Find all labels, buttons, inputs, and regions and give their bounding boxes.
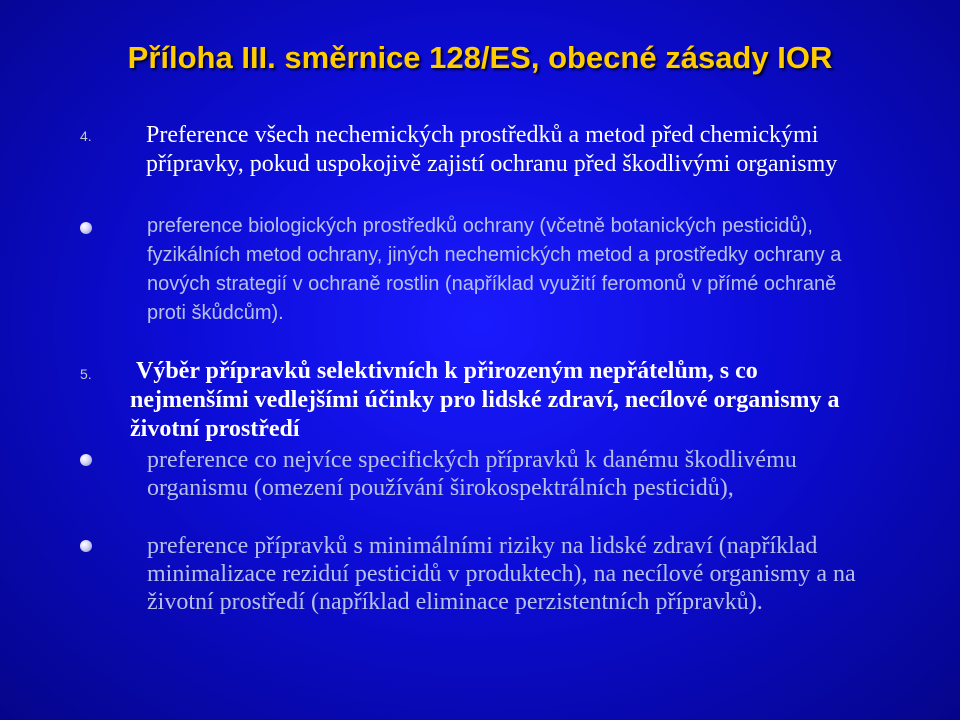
- section-5-bullet-2-text: preference přípravků s minimálními riziky na lidské zdraví (například minimalizace reziduí pesticidů v produktech), na necílové organismy a na životní prostředí (například eliminace perzistentních přípravků).: [147, 533, 856, 615]
- slide-title: Příloha III. směrnice 128/ES, obecné zásady IOR: [127, 40, 833, 75]
- bullet-icon: [80, 540, 92, 552]
- section-5-bullet-1-text: preference co nejvíce specifických přípravků k danému škodlivému organismu (omezení používání širokospektrálních pesticidů),: [147, 447, 797, 501]
- section-4-bullet-1-text: preference biologických prostředků ochrany (včetně botanických pesticidů), fyzikálních metod ochrany, jiných nechemických metod a prostředky ochrany a nových strategií v ochraně rostlin (například využití feromonů v přímé ochraně proti škůdcům).: [147, 215, 842, 324]
- section-4-heading: Preference všech nechemických prostředků a metod před chemickými přípravky, pokud uspokojivě zajistí ochranu před škodlivými organismy: [146, 122, 838, 177]
- section-5-heading: Výběr přípravků selektivních k přirozeným nepřátelům, s co nejmenšími vedlejšími účinky pro lidské zdraví, necílové organismy a životní prostředí: [130, 358, 840, 442]
- bullet-icon: [80, 454, 92, 466]
- bullet-icon: [80, 222, 92, 234]
- section-5-number: 5.: [80, 366, 92, 382]
- section-4-number: 4.: [80, 128, 92, 144]
